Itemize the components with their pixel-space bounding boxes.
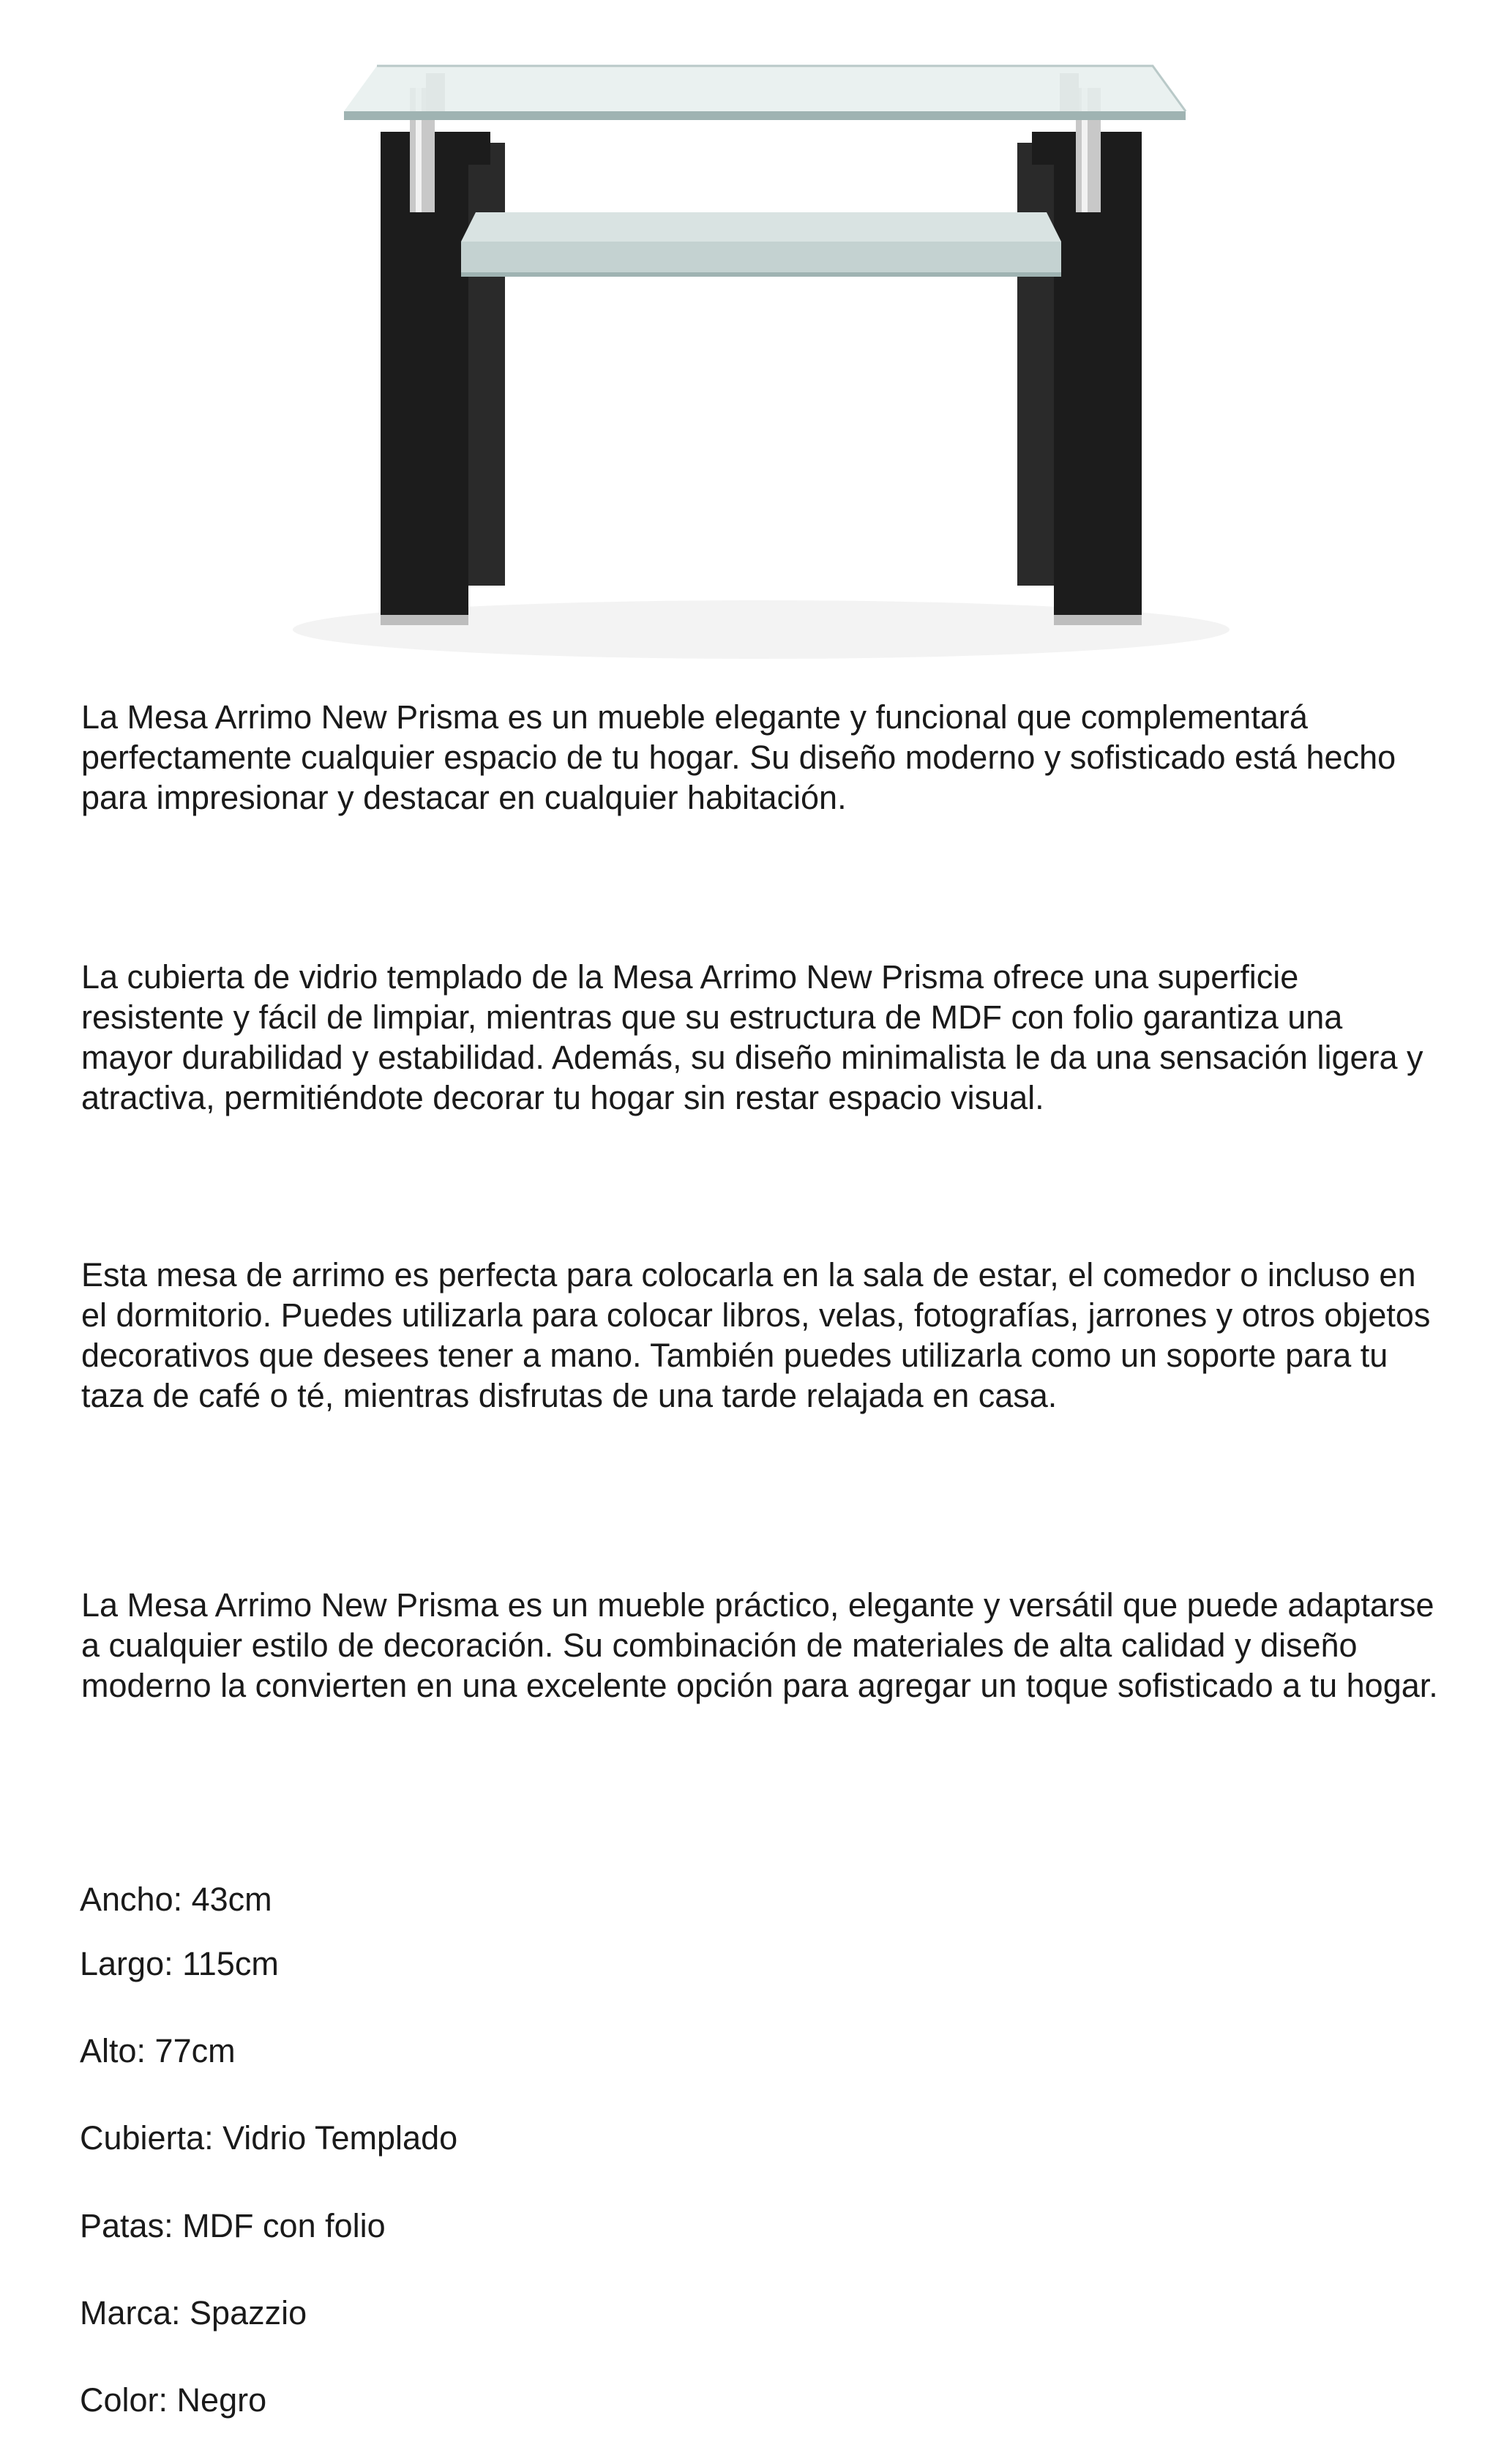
spec-top-material: Cubierta: Vidrio Templado [80,2119,458,2157]
description-paragraph-2: La cubierta de vidrio templado de la Mesa Arrimo New Prisma ofrece una superficie resistente y fácil de limpiar, mientras que su estructura de MDF con folio garantiza una mayor durabilidad y estabilidad. Además, su diseño minimalista le da una sensación ligera y atractiva, permitiéndote decorar tu hogar sin restar espacio visual. [81,958,1423,1116]
spec-height: Alto: 77cm [80,2032,236,2069]
spec-width: Ancho: 43cm [80,1881,272,1918]
glass-console-table-illustration [293,66,1230,659]
spec-brand: Marca: Spazzio [80,2294,307,2332]
description-paragraph-1: La Mesa Arrimo New Prisma es un mueble elegante y funcional que complementará perfectamente cualquier espacio de tu hogar. Su diseño moderno y sofisticado está hecho para impresionar y destacar en cualquier habitación. [81,698,1396,816]
spec-color: Color: Negro [80,2381,267,2419]
description-paragraph-3: Esta mesa de arrimo es perfecta para colocarla en la sala de estar, el comedor o incluso en el dormitorio. Puedes utilizarla para colocar libros, velas, fotografías, jarrones y otros objetos decorativos que desees tener a mano. También puedes utilizarla como un soporte para tu taza de café o té, mientras disfrutas de una tarde relajada en casa. [81,1256,1431,1414]
spec-legs-material: Patas: MDF con folio [80,2207,386,2244]
description-paragraph-4: La Mesa Arrimo New Prisma es un mueble práctico, elegante y versátil que puede adaptarse a cualquier estilo de decoración. Su combinación de materiales de alta calidad y diseño moderno la convierten en una excelente opción para agregar un toque sofisticado a tu hogar. [81,1586,1438,1704]
product-image [234,44,1288,673]
spec-length: Largo: 115cm [80,1945,279,1982]
